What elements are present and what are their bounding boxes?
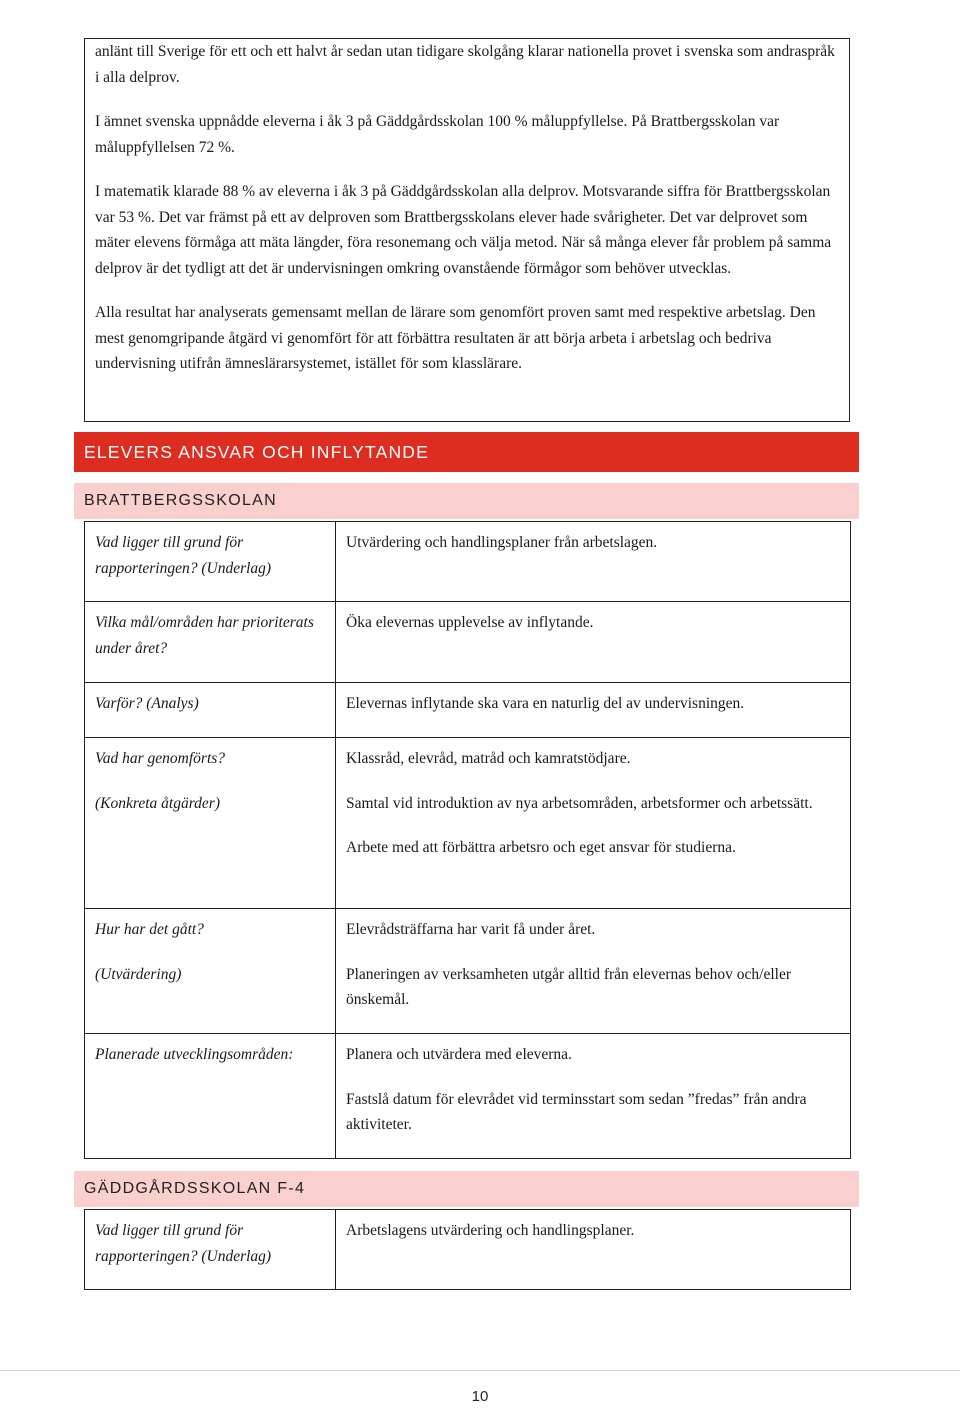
label-text: Vilka mål/områden har prioriterats under året?	[95, 614, 314, 657]
content-text: Arbetslagens utvärdering och handlingsplaner.	[346, 1222, 635, 1239]
content-text: Arbete med att förbättra arbetsro och eget ansvar för studierna.	[346, 839, 736, 856]
label-text: Vad ligger till grund för rapporteringen? (Underlag)	[95, 534, 272, 577]
row-content	[336, 602, 851, 683]
intro-text-box	[84, 38, 850, 422]
table-row	[85, 522, 851, 602]
label-text: Hur har det gått?	[95, 921, 204, 938]
row-label	[85, 1210, 336, 1290]
content-text: Planeringen av verksamheten utgår alltid från elevernas behov och/eller önskemål.	[346, 965, 792, 1008]
row-content	[336, 909, 851, 1034]
content-text: Öka elevernas upplevelse av inflytande.	[346, 614, 594, 631]
row-label	[85, 522, 336, 602]
table-row	[85, 1210, 851, 1290]
table-row	[85, 683, 851, 738]
footer-divider	[0, 1370, 960, 1371]
gaddgard-table	[84, 1209, 851, 1290]
label-text: Vad ligger till grund för rapporteringen? (Underlag)	[95, 1222, 272, 1265]
row-content	[336, 683, 851, 738]
row-content	[336, 738, 851, 909]
label-text: Vad har genomförts?	[95, 750, 226, 767]
content-text: Utvärdering och handlingsplaner från arbetslagen.	[346, 534, 658, 551]
intro-paragraph: I ämnet svenska uppnådde eleverna i åk 3 på Gäddgårdsskolan 100 % måluppfyllelse. På Brattbergsskolan var måluppfyllelsen 72 %.	[95, 113, 780, 156]
row-label	[85, 683, 336, 738]
label-text: (Konkreta åtgärder)	[95, 794, 220, 812]
row-content	[336, 1210, 851, 1290]
intro-paragraph: Alla resultat har analyserats gemensamt mellan de lärare som genomfört proven samt med respektive arbetslag. Den mest genomgripande åtgärd vi genomfört för att förbättra resultaten är att börja arbeta i arbetslag och bedriva undervisning utifrån ämneslärarsystemet, istället för som klasslärare.	[95, 304, 816, 372]
brattberg-table	[84, 521, 851, 1159]
row-label	[85, 602, 336, 683]
page-number: 10	[471, 1388, 489, 1405]
content-text: Samtal vid introduktion av nya arbetsområden, arbetsformer och arbetssätt.	[346, 794, 813, 812]
content-text: Fastslå datum för elevrådet vid terminsstart som sedan ”fredas” från andra aktiviteter.	[346, 1090, 807, 1133]
intro-paragraph: I matematik klarade 88 % av eleverna i åk 3 på Gäddgårdsskolan alla delprov. Motsvarande siffra för Brattbergsskolan var 53 %. Det var främst på ett av delproven som Brattbergsskolans elever hade svårigheter. Det var delprovet som mäter elevens förmåga att mäta längder, föra resonemang och välja metod. När så många elever får problem på samma delprov är det tydligt att det är undervisningen omkring ovanstående förmågor som behöver utvecklas.	[95, 183, 832, 277]
school-heading-gaddgard: GÄDDGÅRDSSKOLAN F-4	[74, 1171, 859, 1207]
label-text: (Utvärdering)	[95, 965, 182, 983]
content-text: Elevrådsträffarna har varit få under året.	[346, 921, 596, 938]
content-text: Klassråd, elevråd, matråd och kamratstödjare.	[346, 750, 631, 767]
row-label	[85, 909, 336, 1034]
content-text: Elevernas inflytande ska vara en naturlig del av undervisningen.	[346, 695, 745, 712]
label-text: Varför? (Analys)	[95, 695, 199, 712]
row-content	[336, 522, 851, 602]
table-row	[85, 1034, 851, 1159]
row-label	[85, 738, 336, 909]
row-content	[336, 1034, 851, 1159]
table-row	[85, 738, 851, 909]
section-heading: ELEVERS ANSVAR OCH INFLYTANDE	[74, 432, 859, 472]
school-heading-brattberg: BRATTBERGSSKOLAN	[74, 483, 859, 519]
table-row	[85, 909, 851, 1034]
row-label	[85, 1034, 336, 1159]
intro-paragraph: anlänt till Sverige för ett och ett halvt år sedan utan tidigare skolgång klarar nationella provet i svenska som andraspråk i alla delprov.	[95, 43, 835, 86]
label-text: Planerade utvecklingsområden:	[95, 1046, 294, 1063]
table-row	[85, 602, 851, 683]
content-text: Planera och utvärdera med eleverna.	[346, 1046, 572, 1063]
